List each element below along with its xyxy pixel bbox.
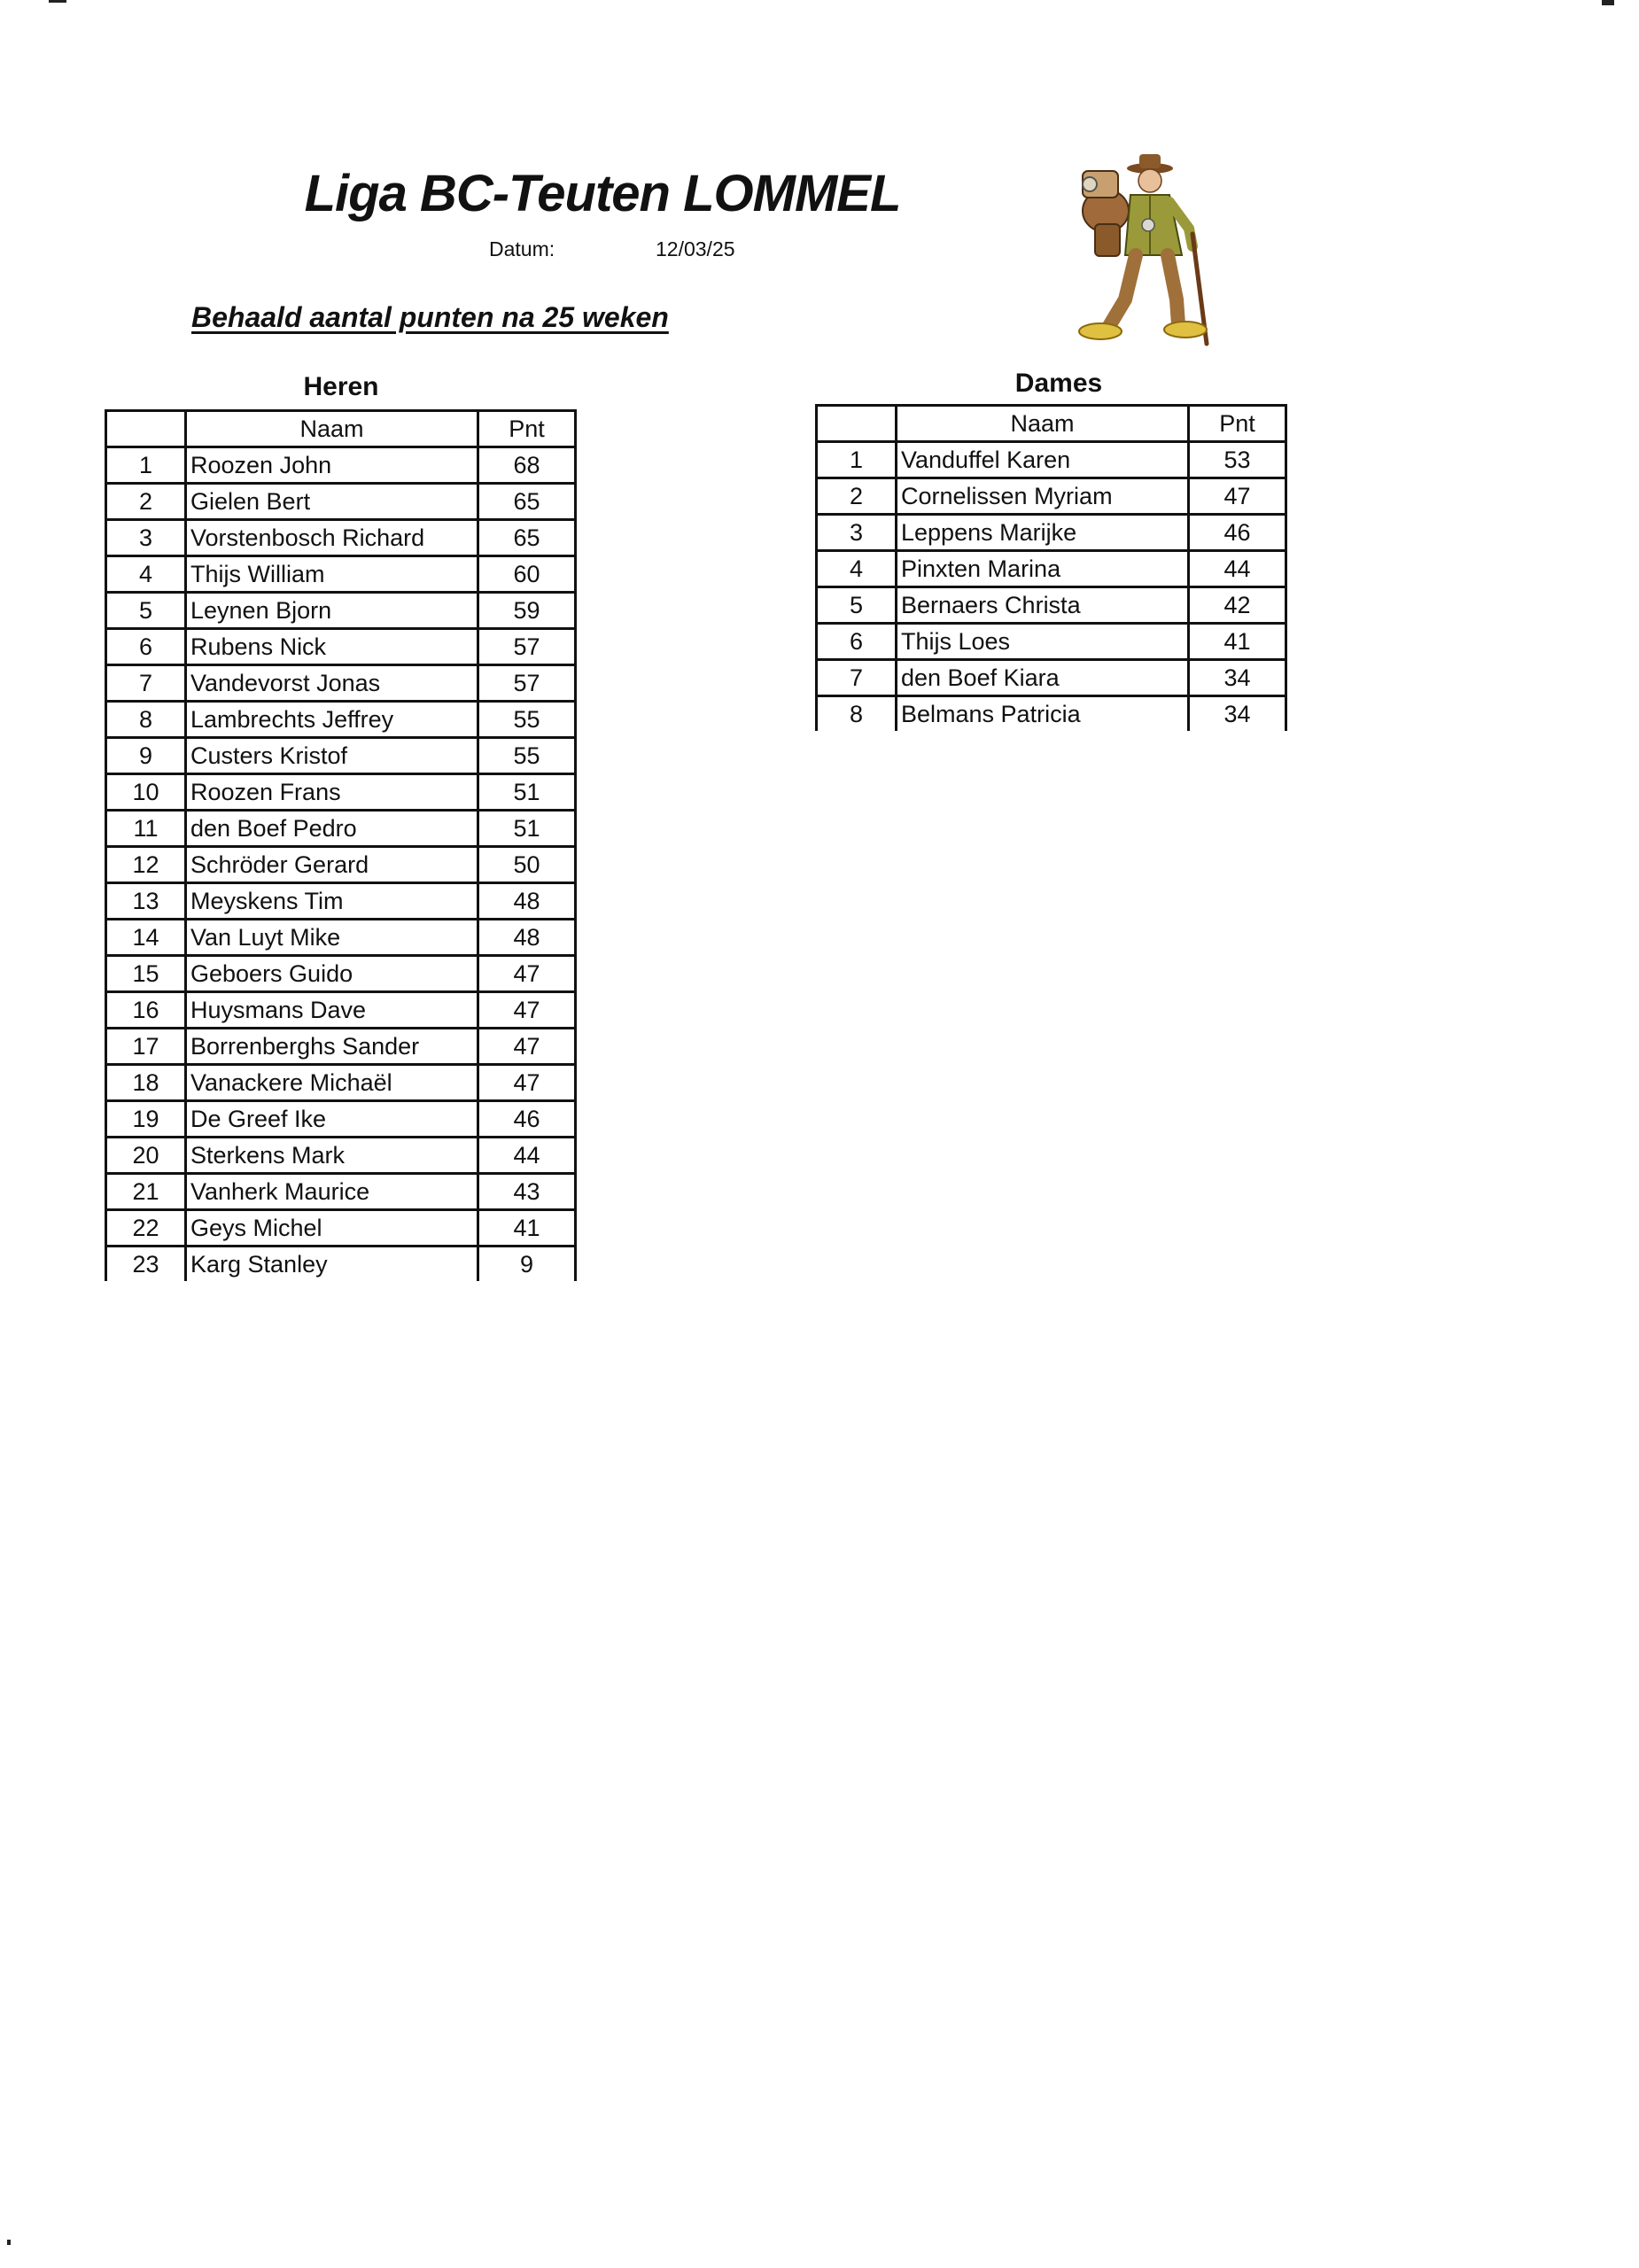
- player-name-cell: Thijs William: [186, 556, 478, 593]
- table-row: [817, 478, 1286, 515]
- table-row: [106, 1101, 576, 1138]
- points-cell: 44: [1189, 551, 1286, 587]
- header-pos-cell: [106, 411, 186, 447]
- rank-position-cell: 15: [106, 956, 186, 992]
- player-name-cell: Roozen Frans: [186, 774, 478, 811]
- player-name-cell: Vorstenbosch Richard: [186, 520, 478, 556]
- rank-position-cell: 9: [106, 738, 186, 774]
- player-name-cell: Vanherk Maurice: [186, 1174, 478, 1210]
- points-cell: 50: [478, 847, 576, 883]
- points-cell: 46: [478, 1101, 576, 1138]
- table-row: [817, 587, 1286, 624]
- player-name-cell: den Boef Kiara: [897, 660, 1189, 696]
- points-cell: 51: [478, 774, 576, 811]
- player-name-cell: Gielen Bert: [186, 484, 478, 520]
- table-row: [817, 696, 1286, 732]
- player-name-cell: Pinxten Marina: [897, 551, 1189, 587]
- player-name-cell: Leppens Marijke: [897, 515, 1189, 551]
- player-name-cell: Van Luyt Mike: [186, 920, 478, 956]
- points-cell: 47: [478, 1029, 576, 1065]
- rank-position-cell: 14: [106, 920, 186, 956]
- table-row: [106, 1138, 576, 1174]
- rank-position-cell: 4: [106, 556, 186, 593]
- player-name-cell: Schröder Gerard: [186, 847, 478, 883]
- rank-position-cell: 8: [817, 696, 897, 732]
- rank-position-cell: 2: [106, 484, 186, 520]
- dames-section-title: Dames: [1014, 369, 1103, 398]
- rank-position-cell: 7: [817, 660, 897, 696]
- table-row: [817, 551, 1286, 587]
- points-cell: 9: [478, 1247, 576, 1282]
- subtitle: Behaald aantal punten na 25 weken: [191, 301, 669, 333]
- heren-ranking-table: [105, 409, 577, 1281]
- table-row: [106, 774, 576, 811]
- points-cell: 57: [478, 665, 576, 702]
- rank-position-cell: 6: [106, 629, 186, 665]
- table-row: [106, 484, 576, 520]
- table-row: [106, 593, 576, 629]
- player-name-cell: Karg Stanley: [186, 1247, 478, 1282]
- points-cell: 48: [478, 883, 576, 920]
- table-row: [817, 624, 1286, 660]
- points-cell: 47: [478, 1065, 576, 1101]
- points-cell: 53: [1189, 442, 1286, 478]
- table-row: [106, 920, 576, 956]
- table-row: [817, 442, 1286, 478]
- player-name-cell: Geys Michel: [186, 1210, 478, 1247]
- table-header-row: [106, 411, 576, 447]
- scan-mark-top-right: [1602, 0, 1614, 5]
- player-name-cell: Vandevorst Jonas: [186, 665, 478, 702]
- rank-position-cell: 2: [817, 478, 897, 515]
- player-name-cell: Custers Kristof: [186, 738, 478, 774]
- header-points-cell: Pnt: [478, 411, 576, 447]
- header-name-cell: Naam: [897, 406, 1189, 442]
- points-cell: 68: [478, 447, 576, 484]
- player-name-cell: Borrenberghs Sander: [186, 1029, 478, 1065]
- points-cell: 34: [1189, 660, 1286, 696]
- rank-position-cell: 18: [106, 1065, 186, 1101]
- table-row: [106, 1174, 576, 1210]
- points-cell: 41: [478, 1210, 576, 1247]
- table-row: [817, 660, 1286, 696]
- table-row: [106, 1247, 576, 1282]
- table-row: [106, 556, 576, 593]
- table-row: [106, 520, 576, 556]
- date-label: Datum:: [489, 237, 555, 260]
- player-name-cell: Sterkens Mark: [186, 1138, 478, 1174]
- player-name-cell: Vanackere Michaël: [186, 1065, 478, 1101]
- rank-position-cell: 17: [106, 1029, 186, 1065]
- points-cell: 47: [1189, 478, 1286, 515]
- points-cell: 47: [478, 992, 576, 1029]
- player-name-cell: De Greef Ike: [186, 1101, 478, 1138]
- rank-position-cell: 10: [106, 774, 186, 811]
- rank-position-cell: 16: [106, 992, 186, 1029]
- rank-position-cell: 3: [817, 515, 897, 551]
- rank-position-cell: 13: [106, 883, 186, 920]
- header-pos-cell: [817, 406, 897, 442]
- table-header-row: [817, 406, 1286, 442]
- points-cell: 65: [478, 484, 576, 520]
- rank-position-cell: 22: [106, 1210, 186, 1247]
- header-points-cell: Pnt: [1189, 406, 1286, 442]
- table-row: [817, 515, 1286, 551]
- player-name-cell: Roozen John: [186, 447, 478, 484]
- player-name-cell: Rubens Nick: [186, 629, 478, 665]
- table-row: [106, 1065, 576, 1101]
- table-row: [106, 956, 576, 992]
- table-row: [106, 702, 576, 738]
- points-cell: 59: [478, 593, 576, 629]
- rank-position-cell: 5: [817, 587, 897, 624]
- table-row: [106, 1210, 576, 1247]
- rank-position-cell: 21: [106, 1174, 186, 1210]
- scan-mark-bottom-left: [7, 2240, 11, 2245]
- rank-position-cell: 20: [106, 1138, 186, 1174]
- player-name-cell: Huysmans Dave: [186, 992, 478, 1029]
- table-row: [106, 992, 576, 1029]
- rank-position-cell: 12: [106, 847, 186, 883]
- rank-position-cell: 1: [106, 447, 186, 484]
- teut-peddler-figure-icon: [1063, 149, 1231, 353]
- date-value: 12/03/25: [656, 237, 735, 260]
- player-name-cell: Geboers Guido: [186, 956, 478, 992]
- points-cell: 48: [478, 920, 576, 956]
- scan-mark-top-left: [49, 0, 66, 3]
- table-row: [106, 629, 576, 665]
- page-title: Liga BC-Teuten LOMMEL: [304, 165, 901, 222]
- table-row: [106, 883, 576, 920]
- points-cell: 44: [478, 1138, 576, 1174]
- points-cell: 43: [478, 1174, 576, 1210]
- header-name-cell: Naam: [186, 411, 478, 447]
- player-name-cell: Lambrechts Jeffrey: [186, 702, 478, 738]
- rank-position-cell: 11: [106, 811, 186, 847]
- player-name-cell: Belmans Patricia: [897, 696, 1189, 732]
- player-name-cell: Meyskens Tim: [186, 883, 478, 920]
- rank-position-cell: 7: [106, 665, 186, 702]
- points-cell: 42: [1189, 587, 1286, 624]
- table-row: [106, 447, 576, 484]
- table-row: [106, 1029, 576, 1065]
- rank-position-cell: 4: [817, 551, 897, 587]
- points-cell: 55: [478, 702, 576, 738]
- dames-ranking-table: [815, 404, 1287, 731]
- rank-position-cell: 3: [106, 520, 186, 556]
- heren-section-title: Heren: [303, 372, 379, 401]
- rank-position-cell: 5: [106, 593, 186, 629]
- rank-position-cell: 6: [817, 624, 897, 660]
- table-row: [106, 665, 576, 702]
- points-cell: 51: [478, 811, 576, 847]
- points-cell: 60: [478, 556, 576, 593]
- player-name-cell: Thijs Loes: [897, 624, 1189, 660]
- rank-position-cell: 1: [817, 442, 897, 478]
- points-cell: 41: [1189, 624, 1286, 660]
- player-name-cell: Vanduffel Karen: [897, 442, 1189, 478]
- table-row: [106, 847, 576, 883]
- points-cell: 55: [478, 738, 576, 774]
- points-cell: 65: [478, 520, 576, 556]
- rank-position-cell: 8: [106, 702, 186, 738]
- points-cell: 46: [1189, 515, 1286, 551]
- player-name-cell: den Boef Pedro: [186, 811, 478, 847]
- points-cell: 57: [478, 629, 576, 665]
- table-row: [106, 811, 576, 847]
- points-cell: 34: [1189, 696, 1286, 732]
- rank-position-cell: 23: [106, 1247, 186, 1282]
- player-name-cell: Cornelissen Myriam: [897, 478, 1189, 515]
- points-cell: 47: [478, 956, 576, 992]
- rank-position-cell: 19: [106, 1101, 186, 1138]
- table-row: [106, 738, 576, 774]
- player-name-cell: Bernaers Christa: [897, 587, 1189, 624]
- player-name-cell: Leynen Bjorn: [186, 593, 478, 629]
